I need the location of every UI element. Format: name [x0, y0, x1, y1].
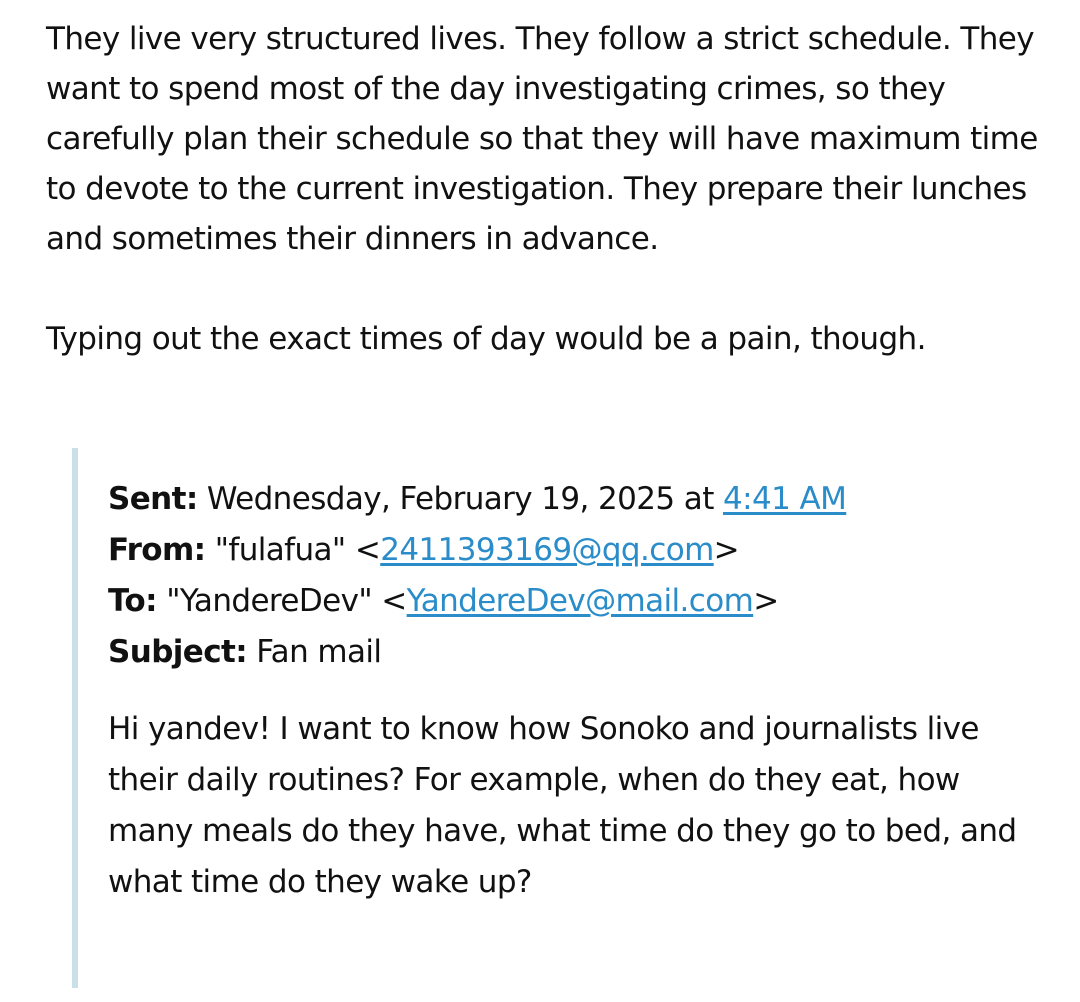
sent-date: Wednesday, February 19, 2025 at: [197, 481, 724, 517]
reply-paragraph-1: They live very structured lives. They follow a strict schedule. They want to spend most of the day investigating crimes, so they carefully plan their schedule so that they will have maximum time to devote to the current investigation. They prepare their lunches and sometimes their dinners in advance.: [46, 21, 1038, 257]
from-name: "fulafua" <: [205, 532, 381, 568]
from-label: From:: [108, 532, 206, 568]
sent-time-link[interactable]: 4:41 AM: [723, 481, 847, 517]
from-email-link[interactable]: 2411393169@qq.com: [380, 532, 714, 568]
quoted-email-content: [108, 474, 1028, 908]
to-email-link[interactable]: YandereDev@mail.com: [406, 583, 754, 619]
sent-label: Sent:: [108, 481, 198, 517]
reply-paragraph-2: Typing out the exact times of day would be a pain, though.: [46, 321, 926, 357]
to-label: To:: [108, 583, 157, 619]
to-name: "YandereDev" <: [156, 583, 407, 619]
to-line: [108, 576, 1028, 627]
to-close-bracket: >: [753, 583, 779, 619]
subject-text: Fan mail: [247, 634, 382, 670]
quoted-body-text: Hi yandev! I want to know how Sonoko and journalists live their daily routines? For example, when do they eat, how many meals do they have, what time do they go to bed, and what time do they wake up?: [108, 711, 1017, 900]
sent-line: [108, 474, 1028, 525]
quoted-email: [72, 448, 1038, 988]
from-close-bracket: >: [713, 532, 740, 568]
subject-line: [108, 627, 1028, 678]
from-line: [108, 525, 1028, 576]
subject-label: Subject:: [108, 634, 248, 670]
message-body: [46, 14, 1056, 364]
